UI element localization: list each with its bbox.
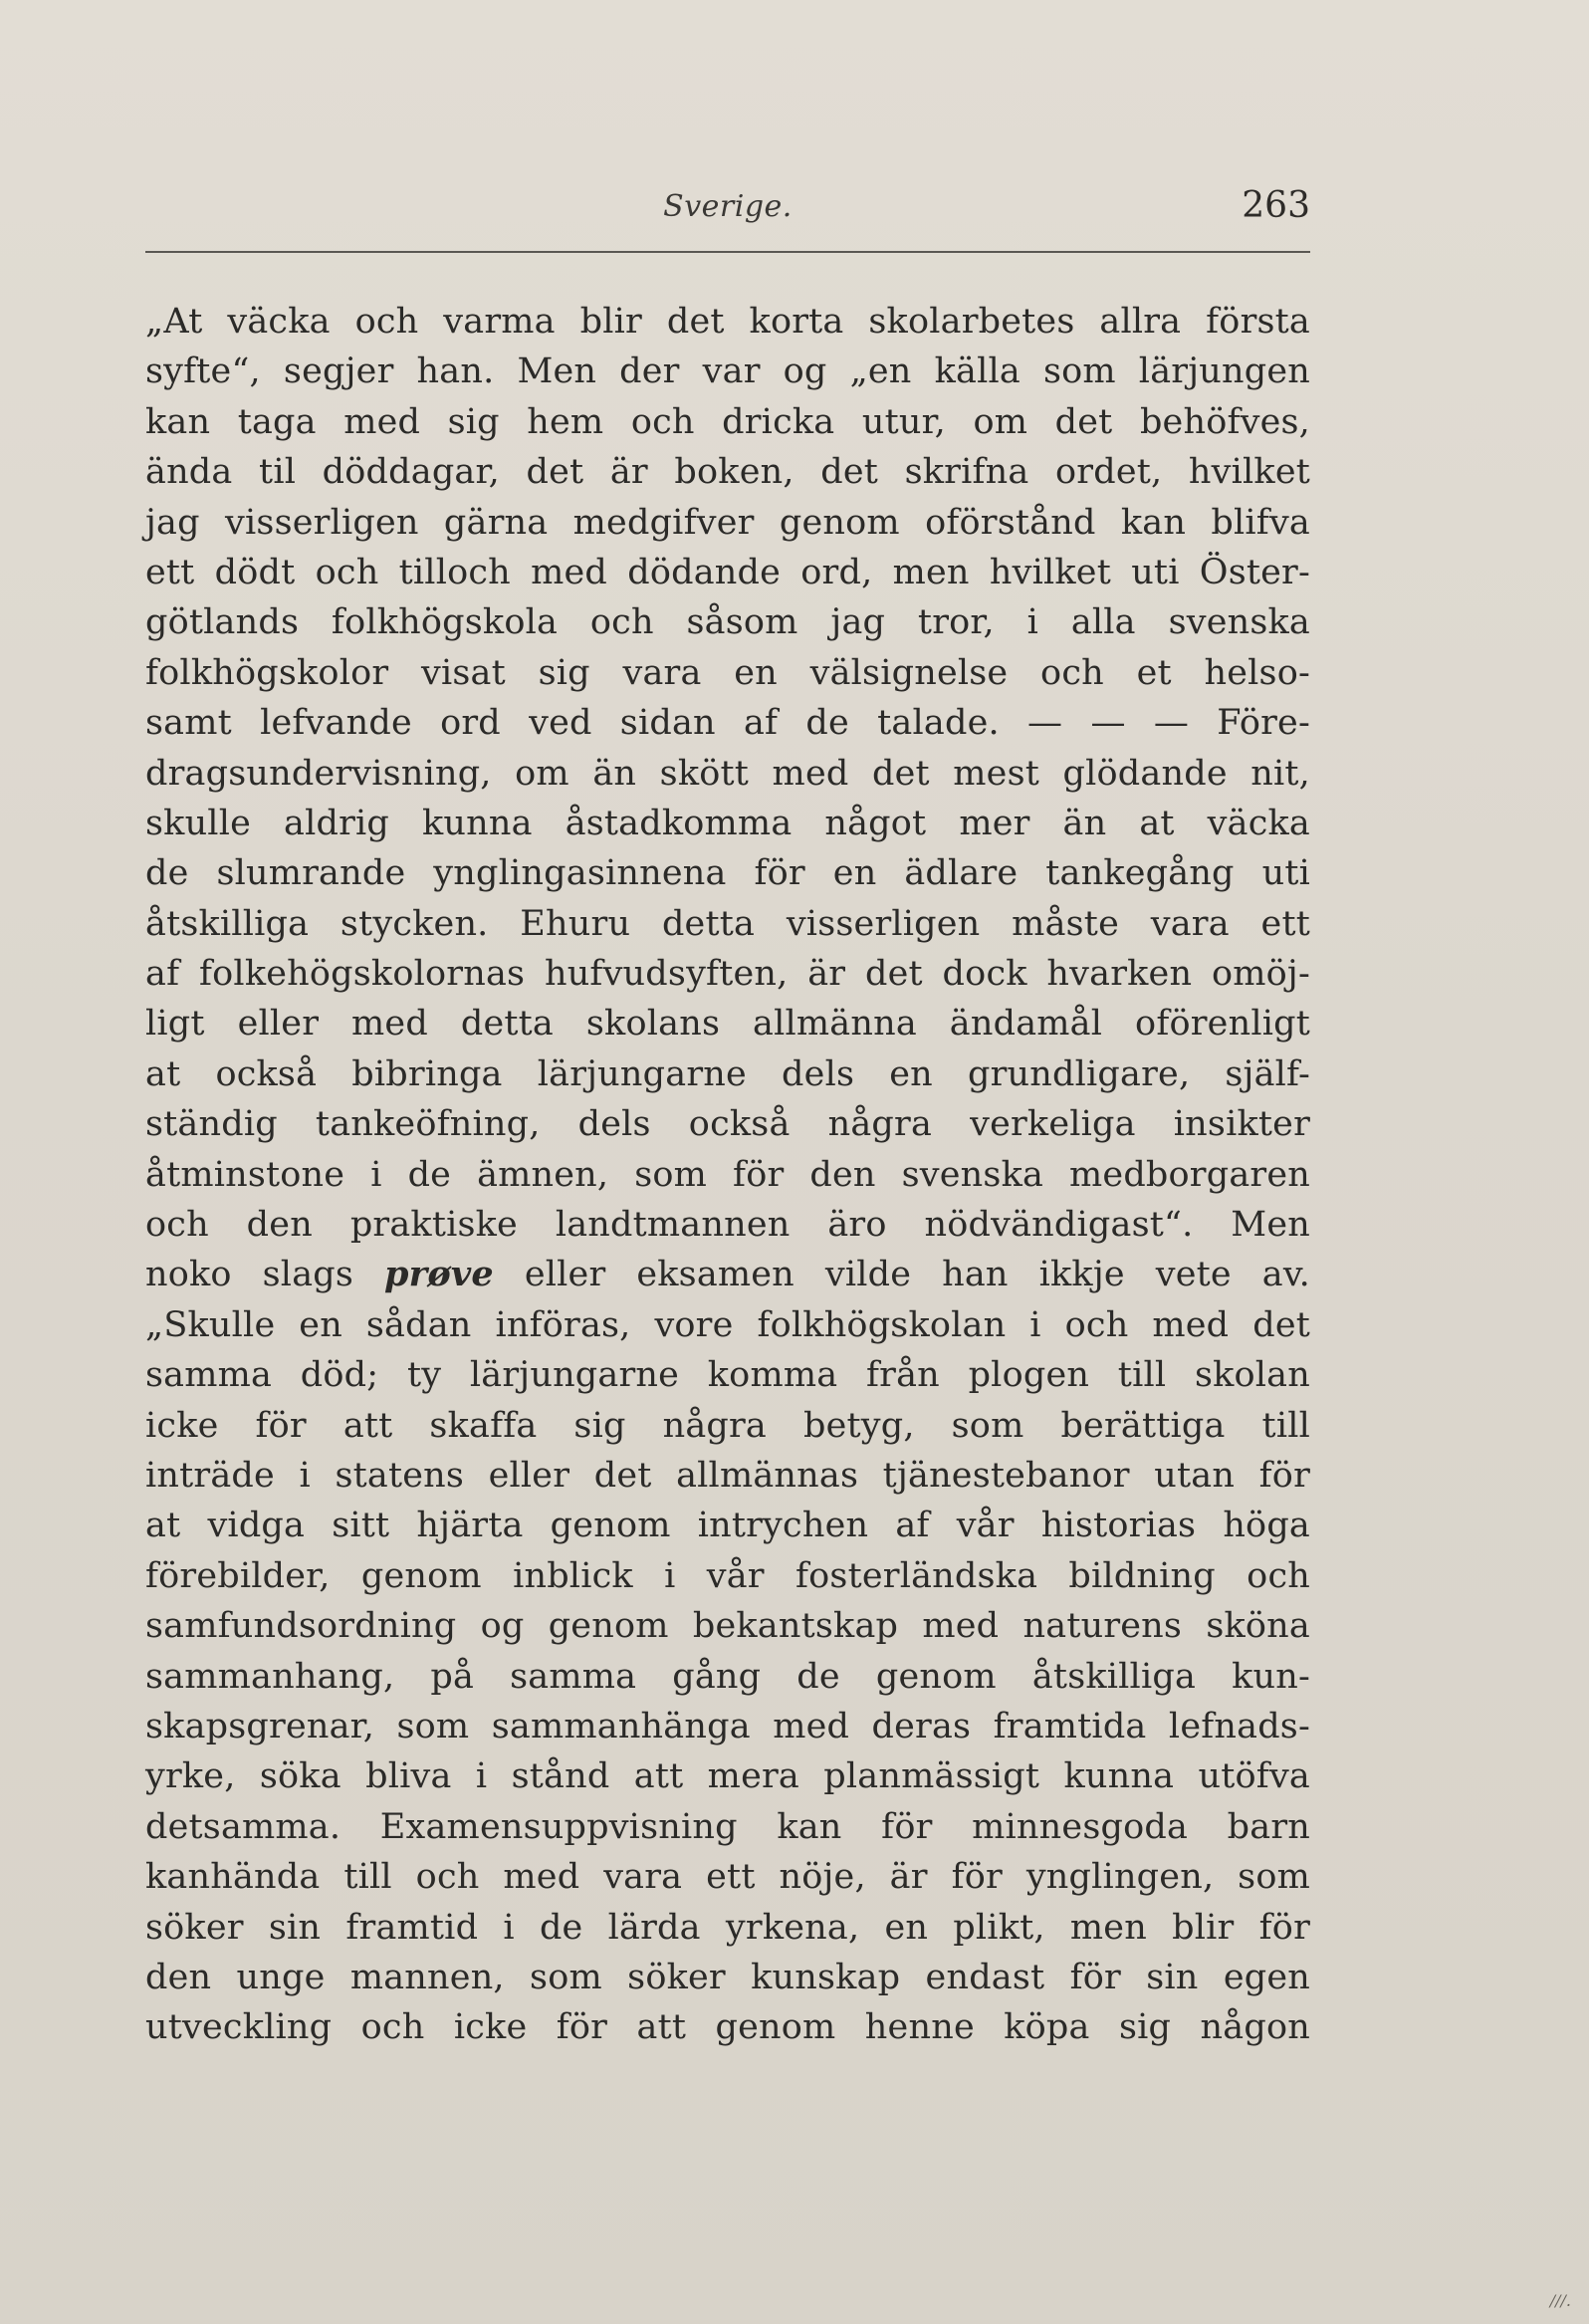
text-line: åtminstone i de ämnen, som för den svenska medborgaren — [145, 1154, 1310, 1195]
text-line: och den praktiske landtmannen äro nödvändigast“. Men — [145, 1205, 1310, 1246]
text-line: skulle aldrig kunna åstadkomma något mer än at väcka — [145, 803, 1310, 843]
text-line: förebilder, genom inblick i vår fosterländska bildning och — [145, 1555, 1310, 1596]
text-line: inträde i statens eller det allmännas tjänestebanor utan för — [145, 1455, 1310, 1496]
text-line: af folkehögskolornas hufvudsyften, är det dock hvarken omöj- — [145, 954, 1310, 995]
text-line — [145, 1250, 1310, 1299]
text-line: de slumrande ynglingasinnena för en ädlare tankegång uti — [145, 853, 1310, 894]
text-line: yrke, söka bliva i stånd att mera planmässigt kunna utöfva — [145, 1756, 1310, 1797]
text-line: utveckling och icke för att genom henne köpa sig någon — [145, 2007, 1310, 2048]
body-text — [145, 297, 1310, 2053]
text-fragment: noko slags — [145, 1255, 384, 1295]
text-line: ända til döddagar, det är boken, det skrifna ordet, hvilket — [145, 452, 1310, 493]
header-rule — [145, 251, 1310, 253]
text-line: ligt eller med detta skolans allmänna ändamål oförenligt — [145, 1004, 1310, 1045]
text-line: dragsundervisning, om än skött med det mest glödande nit, — [145, 753, 1310, 794]
emphasized-word: prøve — [384, 1254, 494, 1295]
text-line: samt lefvande ord ved sidan af de talade. — — — Före- — [145, 703, 1310, 744]
text-line: ett dödt och tilloch med dödande ord, men hvilket uti Öster- — [145, 552, 1310, 592]
page-number: 263 — [1242, 185, 1310, 226]
corner-mark: ///. — [1549, 2291, 1571, 2310]
page-header — [145, 185, 1310, 239]
text-line: folkhögskolor visat sig vara en välsignelse och et helso- — [145, 652, 1310, 693]
text-line: „Skulle en sådan införas, vore folkhögskolan i och med det — [145, 1304, 1310, 1345]
text-line: samfundsordning og genom bekantskap med naturens sköna — [145, 1606, 1310, 1647]
text-line: detsamma. Examensuppvisning kan för minnesgoda barn — [145, 1806, 1310, 1847]
running-title: Sverige. — [663, 189, 793, 224]
text-line: samma död; ty lärjungarne komma från plogen till skolan — [145, 1355, 1310, 1396]
text-line: at vidga sitt hjärta genom intrychen af vår historias höga — [145, 1506, 1310, 1546]
text-fragment: eller eksamen vilde han ikkje vete av. — [493, 1255, 1310, 1295]
text-line: kan taga med sig hem och dricka utur, om det behöfves, — [145, 401, 1310, 442]
text-line: at också bibringa lärjungarne dels en grundligare, själf- — [145, 1053, 1310, 1094]
text-line: åtskilliga stycken. Ehuru detta visserligen måste vara ett — [145, 903, 1310, 944]
text-line: götlands folkhögskola och såsom jag tror, i alla svenska — [145, 602, 1310, 643]
text-line: icke för att skaffa sig några betyg, som berättiga till — [145, 1405, 1310, 1446]
text-line: skapsgrenar, som sammanhänga med deras framtida lefnads- — [145, 1706, 1310, 1746]
text-line: sammanhang, på samma gång de genom åtskilliga kun- — [145, 1656, 1310, 1697]
text-line: „At väcka och varma blir det korta skolarbetes allra första — [145, 302, 1310, 342]
text-line: ständig tankeöfning, dels också några verkeliga insikter — [145, 1104, 1310, 1145]
text-line: den unge mannen, som söker kunskap endast för sin egen — [145, 1957, 1310, 1997]
text-line: söker sin framtid i de lärda yrkena, en plikt, men blir för — [145, 1907, 1310, 1948]
text-line: syfte“, segjer han. Men der var og „en källa som lärjungen — [145, 351, 1310, 392]
text-line: kanhända till och med vara ett nöje, är för ynglingen, som — [145, 1857, 1310, 1898]
text-line: jag visserligen gärna medgifver genom oförstånd kan blifva — [145, 502, 1310, 543]
